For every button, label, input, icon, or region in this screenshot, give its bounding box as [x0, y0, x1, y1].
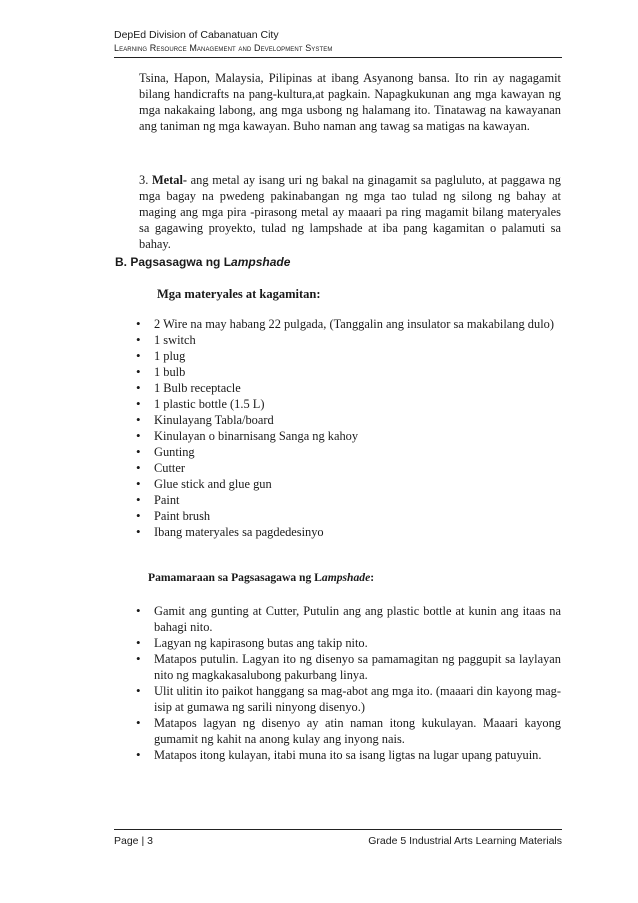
paragraph-bamboo: Tsina, Hapon, Malaysia, Pilipinas at ibang Asyanong bansa. Ito rin ay nagagamit bilang handicrafts na pang-kultura,at pagkain. Napagkukunan ang mga kawayan ng mga nakakaing labong, ang mga usbong ng halamang ito. Tinatawag na kawayanan ang taniman ng mga kawayan. Buho naman ang tawag sa matigas na kawayan.	[139, 71, 561, 133]
list-item-text: 1 bulb	[154, 365, 186, 379]
header-system: Learning Resource Management and Development System	[114, 43, 333, 53]
procedure-list	[136, 603, 561, 763]
header-rule	[114, 57, 562, 58]
procedure-title-prefix: Pamamaraan sa Pagsasagawa ng L	[148, 571, 322, 584]
page-number: Page | 3	[114, 835, 153, 847]
list-item-text: Matapos lagyan ng disenyo ay atin naman itong kukulayan. Maaari kayong gumamit ng kahit na anong kulay ang inyong nais.	[154, 716, 561, 746]
bullet-icon: •	[136, 476, 141, 491]
list-item	[136, 364, 561, 380]
list-item-text: 1 Bulb receptacle	[154, 381, 241, 395]
bullet-icon: •	[136, 747, 141, 762]
list-item-text: 1 plastic bottle (1.5 L)	[154, 397, 265, 411]
list-item-text: 2 Wire na may habang 22 pulgada, (Tanggalin ang insulator sa makabilang dulo)	[154, 317, 554, 331]
list-item	[136, 460, 561, 476]
list-item-text: 1 plug	[154, 349, 186, 363]
list-item	[136, 683, 561, 715]
list-item	[136, 603, 561, 635]
section-b-prefix: B. Pagsasagwa ng L	[115, 255, 232, 269]
list-item	[136, 444, 561, 460]
list-item-text: Ibang materyales sa pagdedesinyo	[154, 525, 324, 539]
list-item-text: Matapos putulin. Lagyan ito ng disenyo sa pamamagitan ng paggupit sa laylayan nito ng magkakasalubong pakurbang linya.	[154, 652, 561, 682]
bullet-icon: •	[136, 364, 141, 379]
bullet-icon: •	[136, 316, 141, 331]
list-item	[136, 412, 561, 428]
list-item	[136, 715, 561, 747]
section-b-italic: ampshade	[231, 255, 291, 269]
term-metal: Metal-	[151, 173, 188, 187]
footer-rule	[114, 829, 562, 830]
list-item	[136, 348, 561, 364]
list-item	[136, 524, 561, 540]
list-item	[136, 396, 561, 412]
list-item-text: Cutter	[154, 461, 185, 475]
list-item-text: Lagyan ng kapirasong butas ang takip nito.	[154, 636, 368, 650]
bullet-icon: •	[136, 412, 141, 427]
paragraph-number: 3.	[139, 173, 149, 187]
bullet-icon: •	[136, 348, 141, 363]
list-item-text: Kinulayang Tabla/board	[154, 413, 274, 427]
bullet-icon: •	[136, 460, 141, 475]
materials-list	[136, 316, 561, 540]
materials-title: Mga materyales at kagamitan:	[157, 287, 321, 301]
list-item	[136, 651, 561, 683]
bullet-icon: •	[136, 683, 141, 698]
list-item	[136, 508, 561, 524]
header-division: DepEd Division of Cabanatuan City	[114, 29, 279, 41]
bullet-icon: •	[136, 524, 141, 539]
bullet-icon: •	[136, 428, 141, 443]
footer-title: Grade 5 Industrial Arts Learning Materials	[368, 835, 562, 847]
list-item	[136, 747, 561, 763]
list-item-text: Ulit ulitin ito paikot hanggang sa mag-abot ang mga ito. (maaari din kayong mag-isip at gumawa ng sarili ninyong disenyo.)	[154, 684, 561, 714]
section-b-heading	[115, 255, 290, 269]
list-item	[136, 332, 561, 348]
list-item-text: Paint brush	[154, 509, 211, 523]
list-item-text: Paint	[154, 493, 180, 507]
list-item-text: Matapos itong kulayan, itabi muna ito sa isang ligtas na lugar upang patuyuin.	[154, 748, 542, 762]
bullet-icon: •	[136, 715, 141, 730]
bullet-icon: •	[136, 508, 141, 523]
list-item-text: Gunting	[154, 445, 195, 459]
bullet-icon: •	[136, 444, 141, 459]
bullet-icon: •	[136, 396, 141, 411]
list-item-text: Glue stick and glue gun	[154, 477, 272, 491]
bullet-icon: •	[136, 380, 141, 395]
procedure-title-suffix: :	[370, 571, 375, 584]
bullet-icon: •	[136, 603, 141, 618]
bullet-icon: •	[136, 492, 141, 507]
bullet-icon: •	[136, 635, 141, 650]
paragraph-metal	[139, 172, 561, 252]
page-header	[114, 28, 562, 58]
procedure-title	[148, 571, 374, 584]
bullet-icon: •	[136, 651, 141, 666]
bullet-icon: •	[136, 332, 141, 347]
list-item	[136, 380, 561, 396]
list-item-text: 1 switch	[154, 333, 196, 347]
list-item	[136, 476, 561, 492]
list-item-text: Gamit ang gunting at Cutter, Putulin ang ang plastic bottle at kunin ang itaas na bahagi nito.	[154, 604, 561, 634]
list-item	[136, 635, 561, 651]
list-item-text: Kinulayan o binarnisang Sanga ng kahoy	[154, 429, 359, 443]
list-item	[136, 428, 561, 444]
list-item	[136, 316, 561, 332]
procedure-title-italic: ampshade	[321, 571, 371, 584]
metal-definition: ang metal ay isang uri ng bakal na ginagamit sa pagluluto, at paggawa ng mga bagay na pwedeng pakinabangan ng mga tao tulad ng silong ng bahay at maging ang mga pira -pirasong metal ay maaari pa ring magamit bilang materyales sa gagawing proyekto, tulad ng lampshade at iba pang kagamitan o palamuti sa bahay.	[139, 173, 561, 251]
list-item	[136, 492, 561, 508]
